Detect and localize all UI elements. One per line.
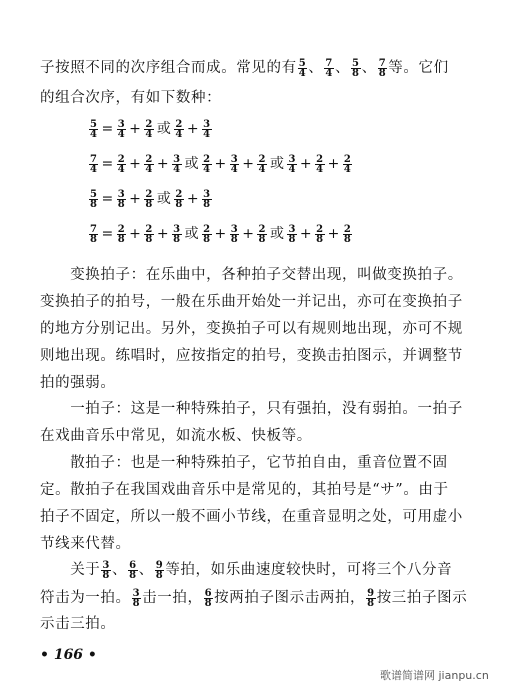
operator: + — [242, 226, 255, 242]
fraction: $\frac{2}{4}$ — [175, 118, 183, 140]
operator: + — [214, 156, 227, 172]
equation-4 — [88, 222, 353, 246]
or-word: 或 — [184, 156, 200, 172]
equation-1 — [88, 117, 213, 141]
operator: + — [327, 226, 340, 242]
paragraph1-line2: 的组合次序，有如下数种： — [40, 90, 222, 106]
fraction: $\frac{2}{8}$ — [203, 223, 211, 245]
fraction: $\frac{3}{8}$ — [288, 223, 296, 245]
or-word: 或 — [269, 156, 285, 172]
fraction: $\frac{3}{8}$ — [203, 188, 211, 210]
fraction: $\frac{3}{4}$ — [203, 118, 211, 140]
text-segment: 、 — [361, 60, 377, 76]
paragraph4-line1: 散拍子：也是一种特殊拍子，它节拍自由，重音位置不固 — [40, 455, 448, 471]
fraction: $\frac{7}{8}$ — [90, 223, 98, 245]
fraction: $\frac{2}{8}$ — [258, 223, 266, 245]
text-segment: 、 — [334, 60, 351, 76]
paragraph5-line1 — [40, 560, 480, 580]
operator: + — [242, 156, 255, 172]
fraction: $\frac{3}{8}$ — [173, 223, 181, 245]
fraction: $\frac{5}{4}$ — [90, 118, 98, 140]
operator: + — [299, 226, 313, 242]
paragraph3-line1: 一拍子：这是一种特殊拍子，只有强拍，没有弱拍。一拍子 — [40, 401, 463, 417]
fraction: $\frac{2}{4}$ — [145, 153, 153, 175]
fraction: $\frac{6}{8}$ — [204, 587, 213, 609]
paragraph5-line2 — [40, 588, 480, 608]
fraction: $\frac{9}{8}$ — [155, 559, 164, 581]
fraction: $\frac{3}{4}$ — [173, 153, 181, 175]
operator: + — [327, 156, 340, 172]
text-segment: 等拍，如乐曲速度较快时，可将三个八分音 — [165, 562, 453, 578]
fraction: $\frac{9}{8}$ — [367, 587, 375, 609]
fraction: $\frac{5}{8}$ — [90, 188, 98, 210]
text-segment: 、 — [111, 562, 128, 578]
text-segment: 按三拍子图示 — [376, 590, 468, 606]
text-segment: 、 — [308, 60, 324, 76]
operator: + — [129, 226, 142, 242]
fraction: $\frac{7}{4}$ — [325, 57, 333, 79]
operator: = — [101, 191, 114, 207]
fraction: $\frac{3}{8}$ — [117, 188, 126, 210]
fraction: $\frac{7}{8}$ — [378, 57, 387, 79]
or-word: 或 — [184, 226, 200, 242]
paragraph4-line2: 定。散拍子在我国戏曲音乐中是常见的，其拍号是“サ”。由于 — [40, 482, 449, 498]
paragraph2-line4: 则地出现。练唱时，应按指定的拍号，变换击拍图示，并调整节 — [40, 348, 463, 364]
page-number: • 166 • — [40, 647, 97, 663]
text-segment: 等。它们 — [388, 60, 449, 76]
operator: + — [186, 121, 200, 137]
text-segment: 按两拍子图示击两拍， — [214, 590, 366, 606]
text-segment: 、 — [138, 562, 154, 578]
fraction: $\frac{3}{8}$ — [230, 223, 239, 245]
fraction: $\frac{5}{8}$ — [352, 57, 360, 79]
text-segment: 符击为一拍。 — [40, 590, 131, 606]
operator: = — [101, 156, 114, 172]
paragraph3-line2: 在戏曲音乐中常见，如流水板、快板等。 — [40, 428, 312, 444]
fraction: $\frac{3}{8}$ — [102, 559, 110, 581]
watermark: 歌谱简谱网 jianpu.cn — [380, 669, 489, 682]
fraction: $\frac{3}{8}$ — [132, 587, 141, 609]
text-segment: 关于 — [40, 562, 101, 578]
paragraph2-line3: 的地方分别记出。另外，变换拍子可以有规则地出现，亦可不规 — [40, 321, 463, 337]
fraction: $\frac{3}{4}$ — [117, 118, 126, 140]
paragraph5-line3: 示击三拍。 — [40, 616, 116, 632]
fraction: $\frac{3}{4}$ — [288, 153, 296, 175]
equation-3 — [88, 187, 213, 211]
equation-2 — [88, 152, 353, 176]
fraction: $\frac{2}{8}$ — [343, 223, 352, 245]
operator: + — [129, 156, 142, 172]
fraction: $\frac{2}{4}$ — [316, 153, 324, 175]
fraction: $\frac{2}{4}$ — [203, 153, 211, 175]
paragraph2-line5: 拍的强弱。 — [40, 375, 116, 391]
operator: + — [156, 226, 170, 242]
fraction: $\frac{3}{4}$ — [230, 153, 239, 175]
text-segment: 击一拍， — [142, 590, 203, 606]
fraction: $\frac{7}{4}$ — [90, 153, 98, 175]
text-segment: 子按照不同的次序组合而成。常见的有 — [40, 60, 297, 76]
fraction: $\frac{2}{8}$ — [145, 188, 153, 210]
operator: + — [214, 226, 227, 242]
paragraph4-line4: 节线来代替。 — [40, 536, 131, 552]
fraction: $\frac{2}{4}$ — [258, 153, 266, 175]
fraction: $\frac{6}{8}$ — [129, 559, 137, 581]
operator: + — [186, 191, 200, 207]
operator: = — [101, 121, 114, 137]
paragraph1-line1 — [40, 58, 480, 78]
fraction: $\frac{5}{4}$ — [298, 57, 307, 79]
operator: + — [129, 191, 142, 207]
operator: + — [299, 156, 313, 172]
paragraph2-line2: 变换拍子的拍号，一般在乐曲开始处一并记出，亦可在变换拍子 — [40, 294, 463, 310]
paragraph2-line1: 变换拍子：在乐曲中，各种拍子交替出现，叫做变换拍子。 — [40, 267, 463, 283]
or-word: 或 — [269, 226, 285, 242]
paragraph4-line3: 拍子不固定，所以一般不画小节线，在重音显明之处，可用虚小 — [40, 509, 463, 525]
fraction: $\frac{2}{4}$ — [117, 153, 126, 175]
fraction: $\frac{2}{4}$ — [343, 153, 352, 175]
fraction: $\frac{2}{4}$ — [145, 118, 153, 140]
operator: = — [101, 226, 114, 242]
fraction: $\frac{2}{8}$ — [117, 223, 126, 245]
operator: + — [129, 121, 142, 137]
fraction: $\frac{2}{8}$ — [145, 223, 153, 245]
fraction: $\frac{2}{8}$ — [316, 223, 324, 245]
or-word: 或 — [156, 191, 172, 207]
fraction: $\frac{2}{8}$ — [175, 188, 183, 210]
or-word: 或 — [156, 121, 172, 137]
operator: + — [156, 156, 170, 172]
